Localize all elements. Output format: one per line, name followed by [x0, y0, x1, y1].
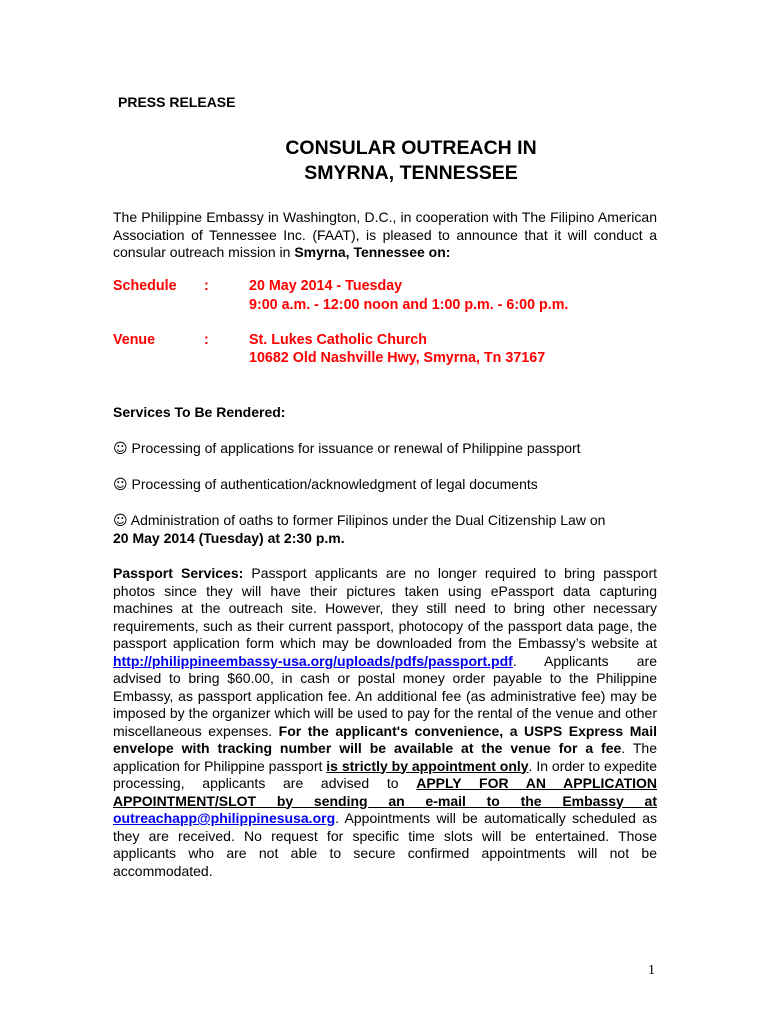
smiley-icon: ☺ — [113, 513, 128, 529]
service-item-text: Administration of oaths to former Filipinos under the Dual Citizenship Law on — [130, 512, 606, 528]
apply-appointment-notice: APPLY FOR AN APPLICATION APPOINTMENT/SLOT by sending an e-mail to the Embassy at — [113, 775, 658, 809]
service-item — [113, 440, 581, 457]
appointment-only-notice: is strictly by appointment only — [326, 757, 529, 774]
title-line-1: CONSULAR OUTREACH IN — [285, 137, 537, 159]
passport-text-1: Passport applicants are no longer required to bring passport photos since they will have their pictures taken using ePassport data capturing machines at the outreach site. However, they still need to bring other necessary requirements, such as their current passport, photocopy of the passport data page, the passport application form which may be downloaded from the Embassy’s website at — [113, 565, 657, 651]
passport-services-paragraph — [113, 565, 657, 880]
page-number: 1 — [648, 963, 655, 978]
usps-notice: For the applicant's convenience, a USPS Express Mail envelope with tracking number will be available at the venue for a fee — [113, 722, 657, 756]
intro-text: The Philippine Embassy in Washington, D.C., in cooperation with The Filipino American Association of Tennessee Inc. (FAAT), is pleased to announce that it will conduct a consular outreach mission in — [113, 209, 657, 261]
schedule-time: 9:00 a.m. - 12:00 noon and 1:00 p.m. - 6:00 p.m. — [249, 297, 569, 313]
venue-colon: : — [204, 332, 209, 348]
passport-text-3: . The application for Philippine passport — [113, 740, 657, 774]
passport-text-5: . Appointments will be automatically scheduled as they are received. No request for specific time slots will be entertained. Those applicants who are not able to secure confirmed appointments will not be accommodated. — [113, 810, 657, 879]
intro-location: Smyrna, Tennessee on: — [294, 244, 451, 261]
venue-label: Venue — [113, 332, 156, 348]
title-line-2: SMYRNA, TENNESSEE — [304, 162, 518, 184]
schedule-colon: : — [204, 278, 209, 294]
schedule-date: 20 May 2014 - Tuesday — [249, 278, 403, 294]
intro-paragraph — [113, 209, 657, 262]
service-item-text: Processing of authentication/acknowledgment of legal documents — [131, 476, 538, 492]
press-release-label: PRESS RELEASE — [118, 94, 236, 110]
service-item — [113, 476, 538, 493]
outreach-email-link[interactable]: outreachapp@philippinesusa.org — [113, 810, 336, 826]
services-heading: Services To Be Rendered: — [113, 404, 286, 420]
service-item-text: Processing of applications for issuance or renewal of Philippine passport — [131, 440, 581, 456]
passport-services-lead: Passport Services: — [113, 565, 244, 581]
venue-address: 10682 Old Nashville Hwy, Smyrna, Tn 37167 — [249, 350, 546, 366]
passport-text-2: . Applicants are advised to bring $60.00, in cash or postal money order payable to the Philippine Embassy, as passport application fee. An additional fee (as administrative fee) may be imposed by the organizer which will be used to pay for the rental of the venue and other miscellaneous expenses. — [113, 652, 657, 739]
service-item — [113, 512, 605, 529]
venue-name: St. Lukes Catholic Church — [249, 332, 427, 348]
smiley-icon: ☺ — [113, 477, 128, 493]
smiley-icon: ☺ — [113, 441, 128, 457]
passport-text-4: . In order to expedite processing, applicants are advised to — [113, 757, 657, 791]
schedule-label: Schedule — [113, 278, 177, 294]
passport-form-link[interactable]: http://philippineembassy-usa.org/uploads/pdfs/passport.pdf — [113, 652, 513, 669]
oath-date: 20 May 2014 (Tuesday) at 2:30 p.m. — [113, 530, 345, 546]
